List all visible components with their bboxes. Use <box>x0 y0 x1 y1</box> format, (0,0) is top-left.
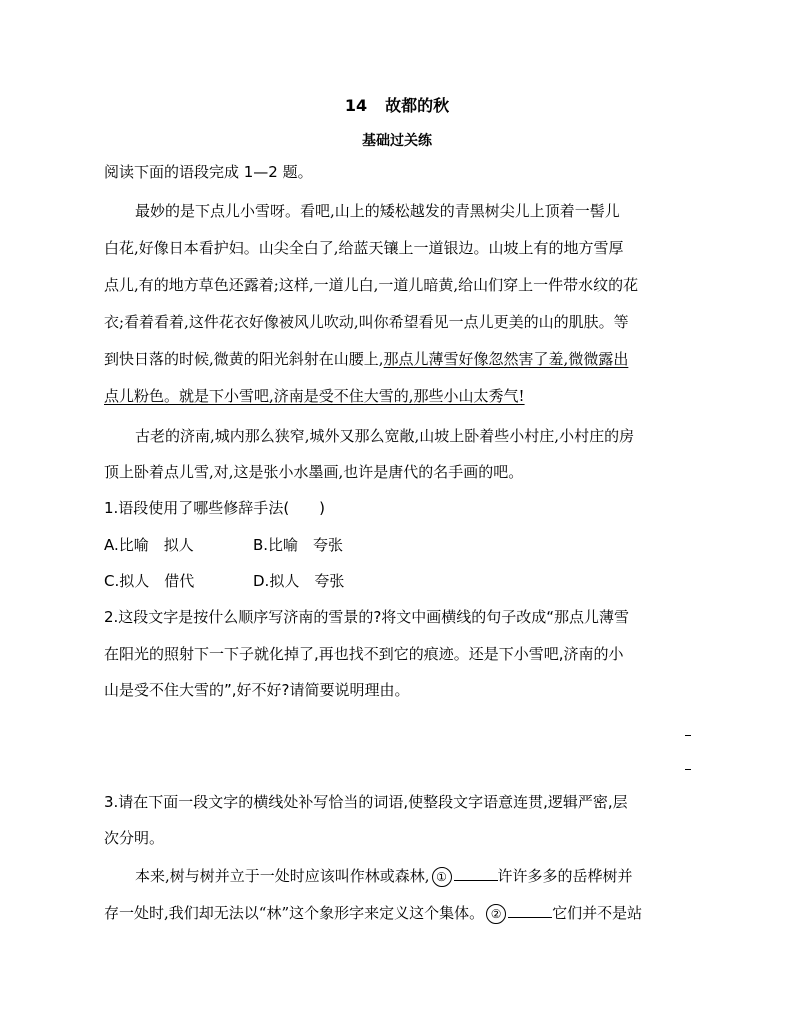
passage-line: 顶上卧着点儿雪,对,这是张小水墨画,也许是唐代的名手画的吧。 <box>104 463 524 481</box>
passage-line: 白花,好像日本看护妇。山尖全白了,给蓝天镶上一道银边。山坡上有的地方雪厚 <box>104 239 624 257</box>
answer-line-mark <box>685 735 691 736</box>
question-2-line: 2.这段文字是按什么顺序写济南的雪景的?将文中画横线的句子改成“那点儿薄雪 <box>104 608 630 626</box>
passage-line: 点儿,有的地方草色还露着;这样,一道儿白,一道儿暗黄,给山们穿上一件带水纹的花 <box>104 276 639 294</box>
answer-line-mark <box>685 769 691 770</box>
question-2-line: 山是受不住大雪的”,好不好?请简要说明理由。 <box>104 681 410 699</box>
reading-instruction: 阅读下面的语段完成 1—2 题。 <box>104 163 313 181</box>
fill-blank-1[interactable] <box>454 866 498 881</box>
passage-line <box>104 386 694 406</box>
question-2-line: 在阳光的照射下一下子就化掉了,再也找不到它的痕迹。还是下小雪吧,济南的小 <box>104 645 624 663</box>
page-title <box>0 93 794 116</box>
passage-line <box>104 349 694 369</box>
option-d: D.拟人 夸张 <box>253 572 345 590</box>
passage-text: 许许多多的岳桦树并 <box>497 867 633 885</box>
option-b: B.比喻 夸张 <box>253 536 344 554</box>
passage-text: 到快日落的时候,微黄的阳光斜射在山腰上, <box>104 350 384 368</box>
option-c: C.拟人 借代 <box>104 572 195 590</box>
passage-text: 本来,树与树并立于一处时应该叫作林或森林, <box>135 867 430 885</box>
section-subtitle: 基础过关练 <box>362 133 432 149</box>
fill-blank-2[interactable] <box>508 903 552 918</box>
underlined-sentence: 那些小山太秀气! <box>413 387 525 405</box>
underlined-sentence: 点儿粉色。就是下小雪吧,济南是受不住大雪的, <box>104 387 414 405</box>
question-1-stem: 1.语段使用了哪些修辞手法( ) <box>104 499 326 517</box>
lesson-number: 14 <box>344 96 368 115</box>
lesson-title: 故都的秋 <box>385 96 450 115</box>
blank-marker: ② <box>486 904 506 924</box>
passage-text: 它们并不是站 <box>552 904 643 922</box>
passage-line: 最妙的是下点儿小雪呀。看吧,山上的矮松越发的青黑树尖儿上顶着一髻儿 <box>135 202 620 220</box>
question-3-line: 3.请在下面一段文字的横线处补写恰当的词语,使整段文字语意连贯,逻辑严密,层 <box>104 793 628 811</box>
passage-line <box>104 903 694 924</box>
option-a: A.比喻 拟人 <box>104 536 194 554</box>
question-3-line: 次分明。 <box>104 829 165 847</box>
passage-text: 存一处时,我们却无法以“林”这个象形字来定义这个集体。 <box>104 904 485 922</box>
blank-marker: ① <box>432 867 452 887</box>
passage-line: 衣;看着看着,这件花衣好像被风儿吹动,叫你希望看见一点儿更美的山的肌肤。等 <box>104 313 629 331</box>
passage-line: 古老的济南,城内那么狭窄,城外又那么宽敞,山坡上卧着些小村庄,小村庄的房 <box>135 427 635 445</box>
underlined-sentence: 那点儿薄雪好像忽然害了羞,微微露出 <box>383 350 629 368</box>
passage-line <box>135 866 725 887</box>
